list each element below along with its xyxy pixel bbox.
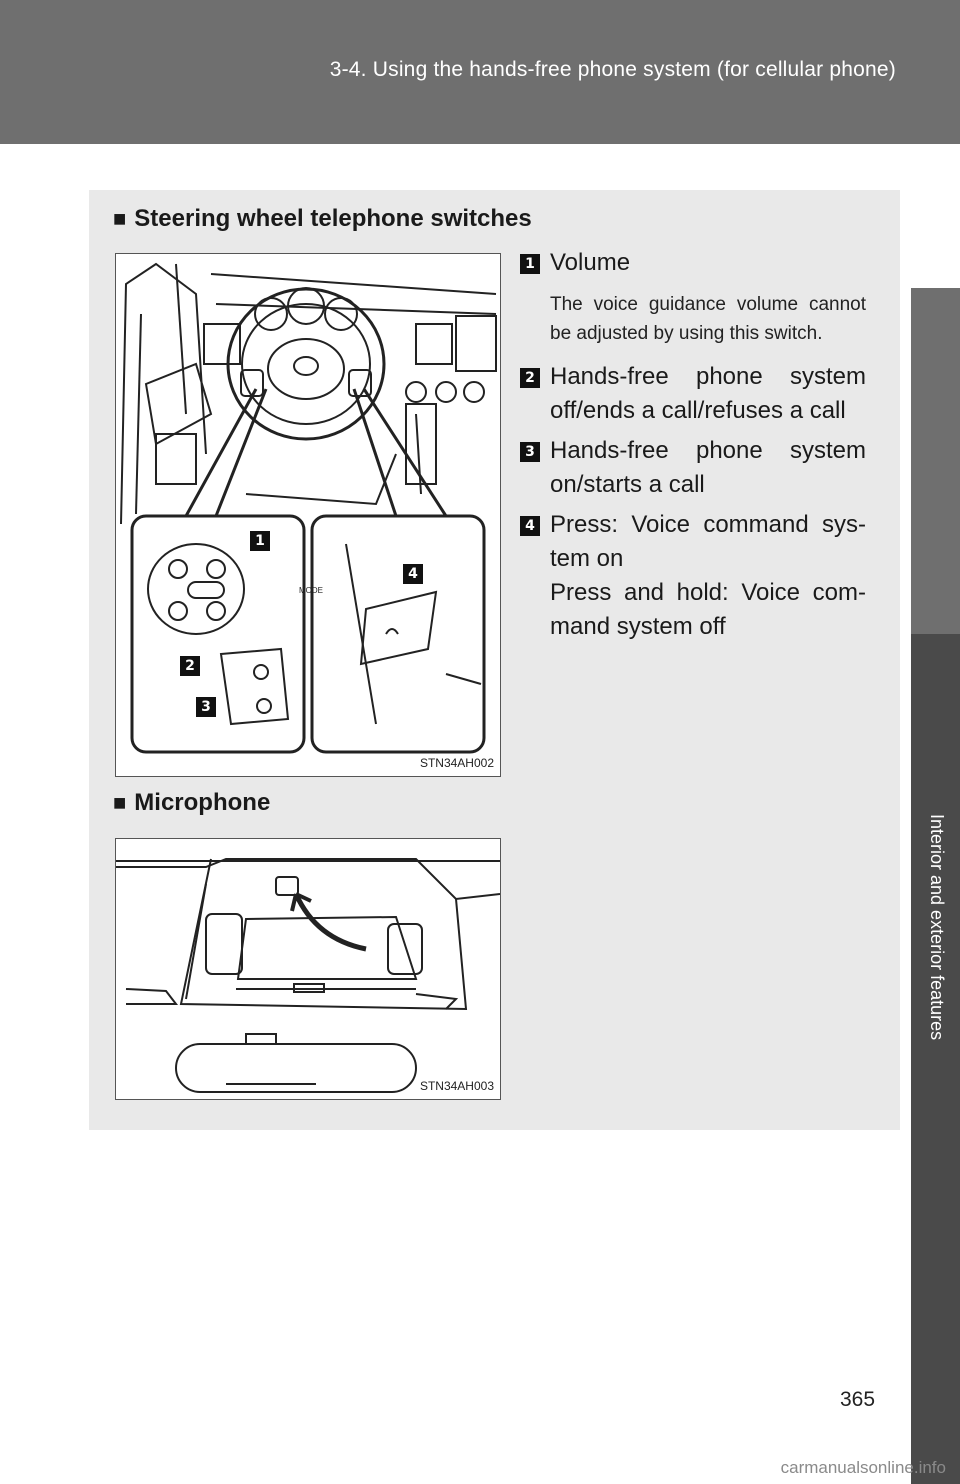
chapter-tab — [911, 144, 960, 1484]
item-title: Hands-free phone system on/starts a call — [550, 437, 866, 498]
callout-2: 2 — [180, 656, 200, 676]
item-title: Press: Voice command sys-tem on — [550, 511, 866, 572]
steering-wheel-figure — [115, 253, 501, 777]
steering-switches-heading: ■ Steering wheel telephone switches — [113, 205, 532, 232]
page-number: 365 — [840, 1388, 876, 1411]
figure-code: STN34AH003 — [419, 1079, 494, 1093]
callout-3: 3 — [196, 697, 216, 717]
switch-descriptions — [520, 246, 866, 644]
microphone-heading: ■ Microphone — [113, 789, 271, 816]
item-title-secondary: Press and hold: Voice com-mand system off — [550, 579, 866, 640]
callout-1: 1 — [250, 531, 270, 551]
microphone-figure — [115, 838, 501, 1100]
page-header — [0, 0, 960, 144]
number-badge: 4 — [520, 516, 540, 536]
list-item — [520, 360, 866, 428]
item-title: Hands-free phone system off/ends a call/refuses a call — [550, 363, 866, 424]
steering-wheel-illustration — [116, 254, 500, 776]
number-badge: 2 — [520, 368, 540, 388]
square-bullet-icon: ■ — [113, 790, 127, 815]
chapter-label-tab — [911, 634, 960, 1484]
item-note: The voice guidance volume cannot be adjusted by using this switch. — [550, 294, 866, 344]
number-badge: 3 — [520, 442, 540, 462]
overhead-console-illustration — [116, 839, 500, 1099]
list-item — [520, 508, 866, 644]
callout-4: 4 — [403, 564, 423, 584]
number-badge: 1 — [520, 254, 540, 274]
figure-code: STN34AH002 — [419, 756, 494, 770]
square-bullet-icon: ■ — [113, 206, 127, 231]
list-item — [520, 246, 866, 348]
mode-button-label: MODE — [299, 586, 323, 595]
list-item — [520, 434, 866, 502]
footer-watermark: carmanualsonline.info — [780, 1458, 946, 1477]
item-title: Volume — [550, 249, 631, 276]
section-title: 3-4. Using the hands-free phone system (for cellular phone) — [329, 58, 896, 81]
chapter-label: Interior and exterior features — [927, 814, 947, 1041]
